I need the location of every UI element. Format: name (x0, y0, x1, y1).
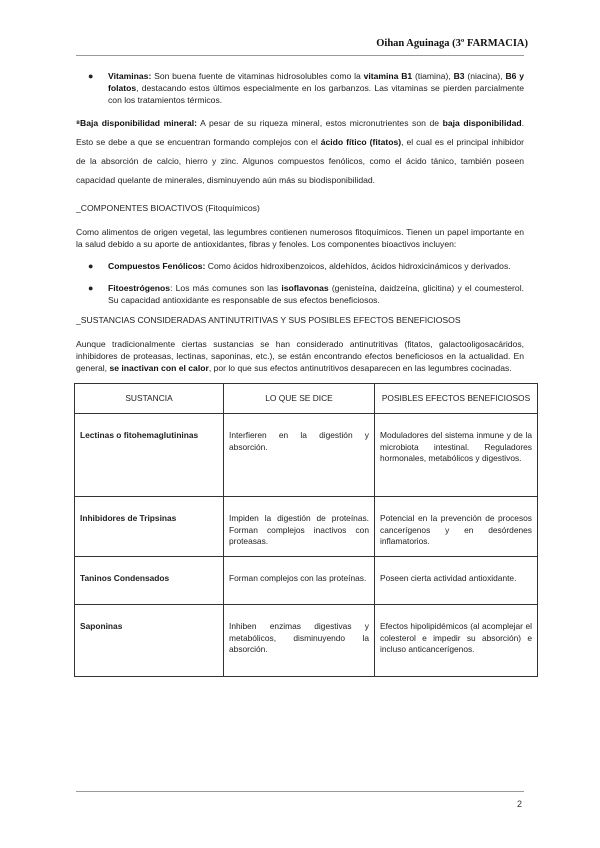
cell-dice: Interfieren en la digestión y absorción. (224, 414, 375, 497)
cell-sustancia: Lectinas o fitohemaglutininas (75, 414, 224, 497)
bullet-vitaminas (76, 70, 524, 106)
bullet-dot-icon: ● (88, 261, 94, 271)
componentes-heading: _COMPONENTES BIOACTIVOS (Fitoquímicos) (76, 203, 260, 213)
cell-sustancia: Inhibidores de Tripsinas (75, 497, 224, 557)
componentes-intro: Como alimentos de origen vegetal, las legumbres contienen numerosos fitoquímicos. Tienen un papel importante en la salud debido a su aporte de antioxidantes, fibras y fenoles. Los componentes bioactivos incluyen: (76, 227, 524, 249)
table-row (75, 557, 538, 605)
col-header-sustancia: SUSTANCIA (75, 384, 224, 414)
sustancias-table (74, 383, 538, 677)
bullet-dot-icon: ● (88, 283, 94, 293)
page-content (76, 70, 532, 677)
table-header-row (75, 384, 538, 414)
page-number: 2 (516, 799, 522, 809)
cell-efectos: Efectos hipolipidémicos (al acomplejar el colesterol e impedir su absorción) e incluso anticancerígenos. (375, 605, 538, 677)
table-row (75, 414, 538, 497)
cell-sustancia: Saponinas (75, 605, 224, 677)
table-row (75, 497, 538, 557)
cell-sustancia: Taninos Condensados (75, 557, 224, 605)
baja-disponibilidad-paragraph: ⁸Baja disponibilidad mineral: A pesar de su riqueza mineral, estos micronutrientes son de baja disponibilidad. Esto se debe a que se encuentran formando complejos con el ácido fítico (fitatos), el cual es el principal inhibidor de la absorción de calcio, hierro y zinc. Algunos compuestos fenólicos, como el ácido tánico, también poseen capacidad quelante de minerales, disminuyendo aún más su biodisponibilidad. (76, 118, 525, 185)
col-header-efectos: POSIBLES EFECTOS BENEFICIOSOS (375, 384, 538, 414)
cell-efectos: Moduladores del sistema inmune y de la microbiota intestinal. Reguladores hormonales, metabólicos y digestivos. (375, 414, 538, 497)
antinutritivas-heading: _SUSTANCIAS CONSIDERADAS ANTINUTRITIVAS Y SUS POSIBLES EFECTOS BENEFICIOSOS (76, 315, 461, 325)
cell-dice: Forman complejos con las proteínas. (224, 557, 375, 605)
cell-efectos: Potencial en la prevención de procesos cancerígenos y en desórdenes inflamatorios. (375, 497, 538, 557)
table-row (75, 605, 538, 677)
header-author: Oihan Aguinaga (3º FARMACIA) (376, 38, 528, 49)
bullet-fitoestrogenos: ● Fitoestrógenos: Los más comunes son las isoflavonas (genisteína, daidzeína, glicitina) y el coumesterol. Su capacidad antioxidante es responsable de sus efectos beneficiosos. (88, 283, 524, 305)
col-header-dice: LO QUE SE DICE (224, 384, 375, 414)
cell-dice: Impiden la digestión de proteínas. Forman complejos inactivos con proteasas. (224, 497, 375, 557)
bullet-dot-icon: ● (88, 71, 94, 81)
footer-rule (76, 791, 524, 792)
bullet-fenolicos: ● Compuestos Fenólicos: Como ácidos hidroxibenzoicos, aldehídos, ácidos hidroxicinámicos y derivados. (88, 261, 511, 271)
vitaminas-text: Vitaminas: Son buena fuente de vitaminas hidrosolubles como la vitamina B1 (tiamina), B3 (niacina), B6 y folatos, destacando estos últimos especialmente en los garbanzos. Las vitaminas se pierden parcialmente con los tratamientos térmicos. (108, 71, 524, 105)
cell-dice: Inhiben enzimas digestivas y metabólicos, disminuyendo la absorción. (224, 605, 375, 677)
antinutritivas-paragraph: Aunque tradicionalmente ciertas sustancias se han considerado antinutritivas (fitatos, galactooligosacáridos, inhibidores de proteasas, lectinas, saponinas, etc.), se están encontrando efectos beneficiosos en la actualidad. En general, se inactivan con el calor, por lo que sus efectos antinutritivos desaparecen en las legumbres cocinadas. (76, 339, 524, 373)
cell-efectos: Poseen cierta actividad antioxidante. (375, 557, 538, 605)
header-rule (76, 55, 524, 56)
